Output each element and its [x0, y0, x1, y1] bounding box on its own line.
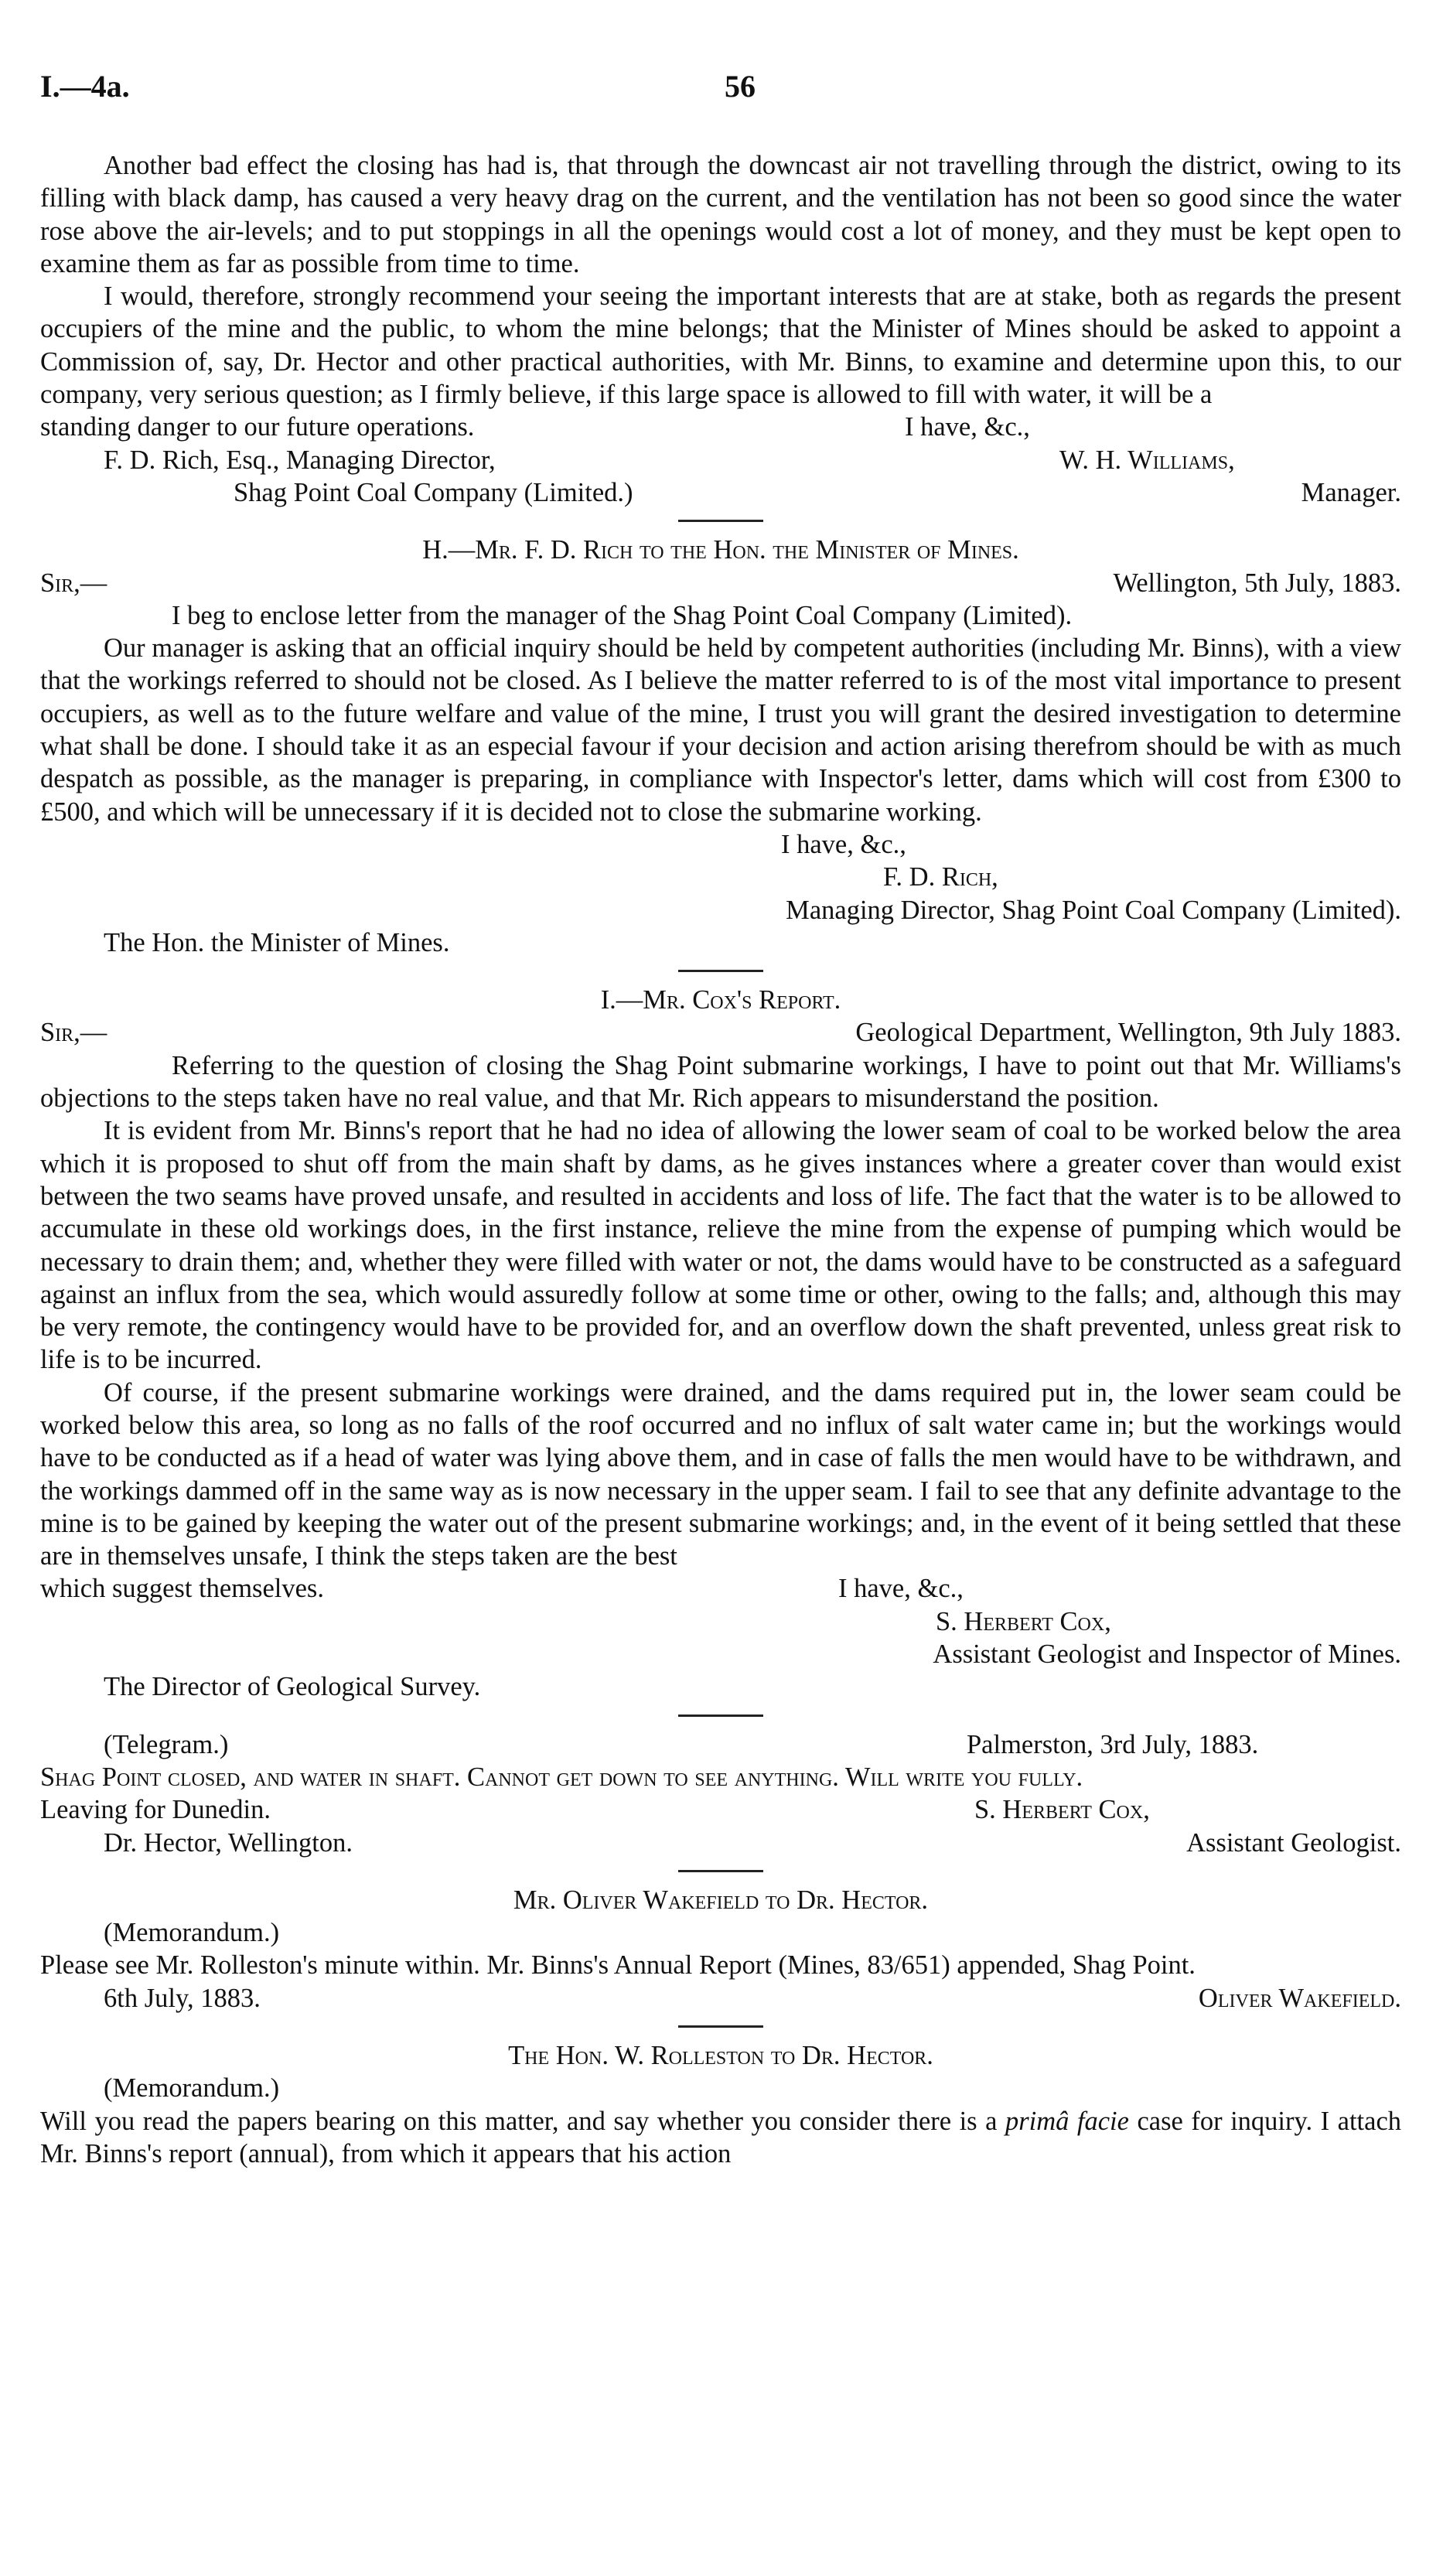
signatory: F. D. Rich, [883, 862, 998, 892]
section-divider [678, 520, 763, 522]
section-divider [678, 1870, 763, 1872]
telegram-text: Shag Point closed, and water in shaft. Cannot get down to see anything. Will write you fully. [40, 1762, 1083, 1792]
memo-text-italic: primâ [1005, 2106, 1069, 2136]
memo-date: 6th July, 1883. [104, 1983, 261, 2013]
signature-line [40, 1605, 1401, 1638]
page-header [40, 68, 1401, 114]
page-number: 56 [725, 69, 756, 104]
addressee-line [40, 1670, 1401, 1703]
closing-formula: I have, &c., [781, 829, 906, 859]
addressee: Dr. Hector, Wellington. [104, 1827, 353, 1858]
salutation-line [40, 567, 1401, 599]
signatory-title: Managing Director, Shag Point Coal Company (Limited). [786, 895, 1401, 925]
document-reference: I.—4a. [40, 69, 130, 104]
paragraph-last-line: which suggest themselves. [40, 1574, 324, 1604]
paragraph: I would, therefore, strongly recommend your seeing the important interests that are at stake, both as regards the present occupiers of the mine and the public, to whom the mine belongs; that the Minister of Mines should be asked to appoint a Commission of, say, Dr. Hector and other practical authorities, with Mr. Binns, to examine and determine upon this, to our company, very serious question; as I firmly believe, if this large space is allowed to fill with water, it will be a [40, 281, 1401, 410]
section-heading: I.—Mr. Cox's Report. [600, 985, 841, 1015]
closing-formula: I have, &c., [905, 412, 1030, 442]
place-date: Wellington, 5th July, 1883. [1113, 568, 1401, 598]
memo-text-italic: facie [1076, 2106, 1129, 2136]
signature-line [40, 1638, 1401, 1670]
section-heading: The Hon. W. Rolleston to Dr. Hector. [508, 2041, 933, 2071]
signature-line [40, 1982, 1401, 2015]
signature-line [40, 476, 1401, 509]
signature-line [40, 861, 1401, 893]
signatory-title: Manager. [1301, 477, 1401, 507]
addressee-line [40, 926, 1401, 959]
signature-line [40, 1827, 1401, 1859]
place-date: Palmerston, 3rd July, 1883. [967, 1729, 1259, 1759]
closing-formula: I have, &c., [838, 1574, 964, 1604]
section-divider [678, 970, 763, 972]
memo-label-line [40, 2072, 1401, 2104]
section-divider [678, 1714, 763, 1717]
document-label: (Memorandum.) [104, 2073, 280, 2103]
memo-body [40, 2105, 1401, 2171]
signatory: S. Herbert Cox, [974, 1795, 1150, 1825]
signatory: Oliver Wakefield. [1198, 1983, 1401, 2013]
signature-line [40, 444, 1401, 476]
section-heading: Mr. Oliver Wakefield to Dr. Hector. [513, 1885, 929, 1915]
paragraph: Of course, if the present submarine workings were drained, and the dams required put in, the lower seam could be worked below this area, so long as no falls of the roof occurred and no influx of salt water came in; but the workings would have to be conducted as if a head of water was lying above them, and in case of falls the men would have to be withdrawn, and the workings dammed off in the same way as is now necessary in the upper seam. I fail to see that any definite advantage to the mine is to be gained by keeping the water out of the present submarine workings; and, in the event of it being settled that these are in themselves unsafe, I think the steps taken are the best [40, 1377, 1401, 1571]
closing-line [40, 411, 1401, 443]
document-label: (Memorandum.) [104, 1918, 280, 1948]
memo-body: Please see Mr. Rolleston's minute within. Mr. Binns's Annual Report (Mines, 83/651) appended, Shag Point. [40, 1950, 1196, 1981]
signatory: S. Herbert Cox, [936, 1606, 1111, 1636]
paragraph-last-line: standing danger to our future operations. [40, 412, 475, 442]
memo-label-line [40, 1916, 1401, 1949]
place-date: Geological Department, Wellington, 9th July 1883. [855, 1018, 1401, 1048]
signatory: W. H. Williams, [1059, 445, 1235, 475]
paragraph: Our manager is asking that an official inquiry should be held by competent authorities (including Mr. Binns), with a view that the workings referred to should not be closed. As I believe the matter referred to is of the most vital importance to present occupiers, as well as to the future welfare and value of the mine, I trust you will grant the desired investigation to determine what shall be done. I should take it as an especial favour if your decision and action arising therefrom should be with as much despatch as possible, as the manager is preparing, in compliance with Inspector's letter, dams which will cost from £300 to £500, and which will be unnecessary if it is decided not to close the submarine working. [40, 633, 1401, 827]
signatory-title: Assistant Geologist and Inspector of Mines. [933, 1639, 1401, 1670]
telegram-line [40, 1761, 1401, 1793]
signature-line [40, 894, 1401, 926]
salutation: Sir,— [40, 568, 107, 598]
closing-line [40, 828, 1401, 861]
telegram-header-line [40, 1728, 1401, 1761]
section-heading: H.—Mr. F. D. Rich to the Hon. the Minister of Mines. [422, 535, 1019, 565]
document-label: (Telegram.) [104, 1729, 229, 1759]
addressee: The Director of Geological Survey. [104, 1672, 481, 1702]
salutation: Sir,— [40, 1018, 107, 1048]
paragraph: Another bad effect the closing has had is, that through the downcast air not travelling through the district, owing to its filling with black damp, has caused a very heavy drag on the current, and the ventilation has not been so good since the water rose above the air-levels; and to put stoppings in all the openings would cost a lot of money, and they must be kept open to examine them as far as possible from time to time. [40, 151, 1401, 278]
page-content [40, 149, 1401, 2170]
signatory-title: Assistant Geologist. [1186, 1827, 1401, 1858]
telegram-line [40, 1793, 1401, 1826]
paragraph: It is evident from Mr. Binns's report that he had no idea of allowing the lower seam of coal to be worked below the area which it is proposed to shut off from the main shaft by dams, as he gives instances where a greater cover than would exist between the two seams have proved unsafe, and resulted in accidents and loss of life. The fact that the water is to be allowed to accumulate in these old workings does, in the first instance, relieve the mine from the expense of pumping which would be necessary to drain them; and, whether they were filled with water or not, the dams would have to be constructed as a safeguard against an influx from the sea, which would assuredly follow at some time or other, owing to the falls; and, although this may be very remote, the contingency would have to be provided for, and an overflow down the shaft prevented, unless great risk to life is to be incurred. [40, 1116, 1401, 1375]
addressee: F. D. Rich, Esq., Managing Director, [104, 445, 496, 475]
closing-line [40, 1572, 1401, 1605]
addressee: The Hon. the Minister of Mines. [104, 927, 450, 957]
memo-text: Will you read the papers bearing on this matter, and say whether you consider there is a [40, 2106, 998, 2136]
paragraph: Referring to the question of closing the Shag Point submarine workings, I have to point out that Mr. Williams's objections to the steps taken have no real value, and that Mr. Rich appears to misunderstand the position. [40, 1050, 1401, 1114]
section-divider [678, 2025, 763, 2028]
salutation-line [40, 1016, 1401, 1049]
memo-text: case for inquiry. I attach Mr. Binns's report (annual), from which it appears that his action [40, 2106, 1402, 2168]
addressee: Shag Point Coal Company (Limited.) [234, 477, 633, 507]
telegram-text: Leaving for Dunedin. [40, 1795, 271, 1825]
paragraph: I beg to enclose letter from the manager of the Shag Point Coal Company (Limited). [172, 600, 1073, 630]
